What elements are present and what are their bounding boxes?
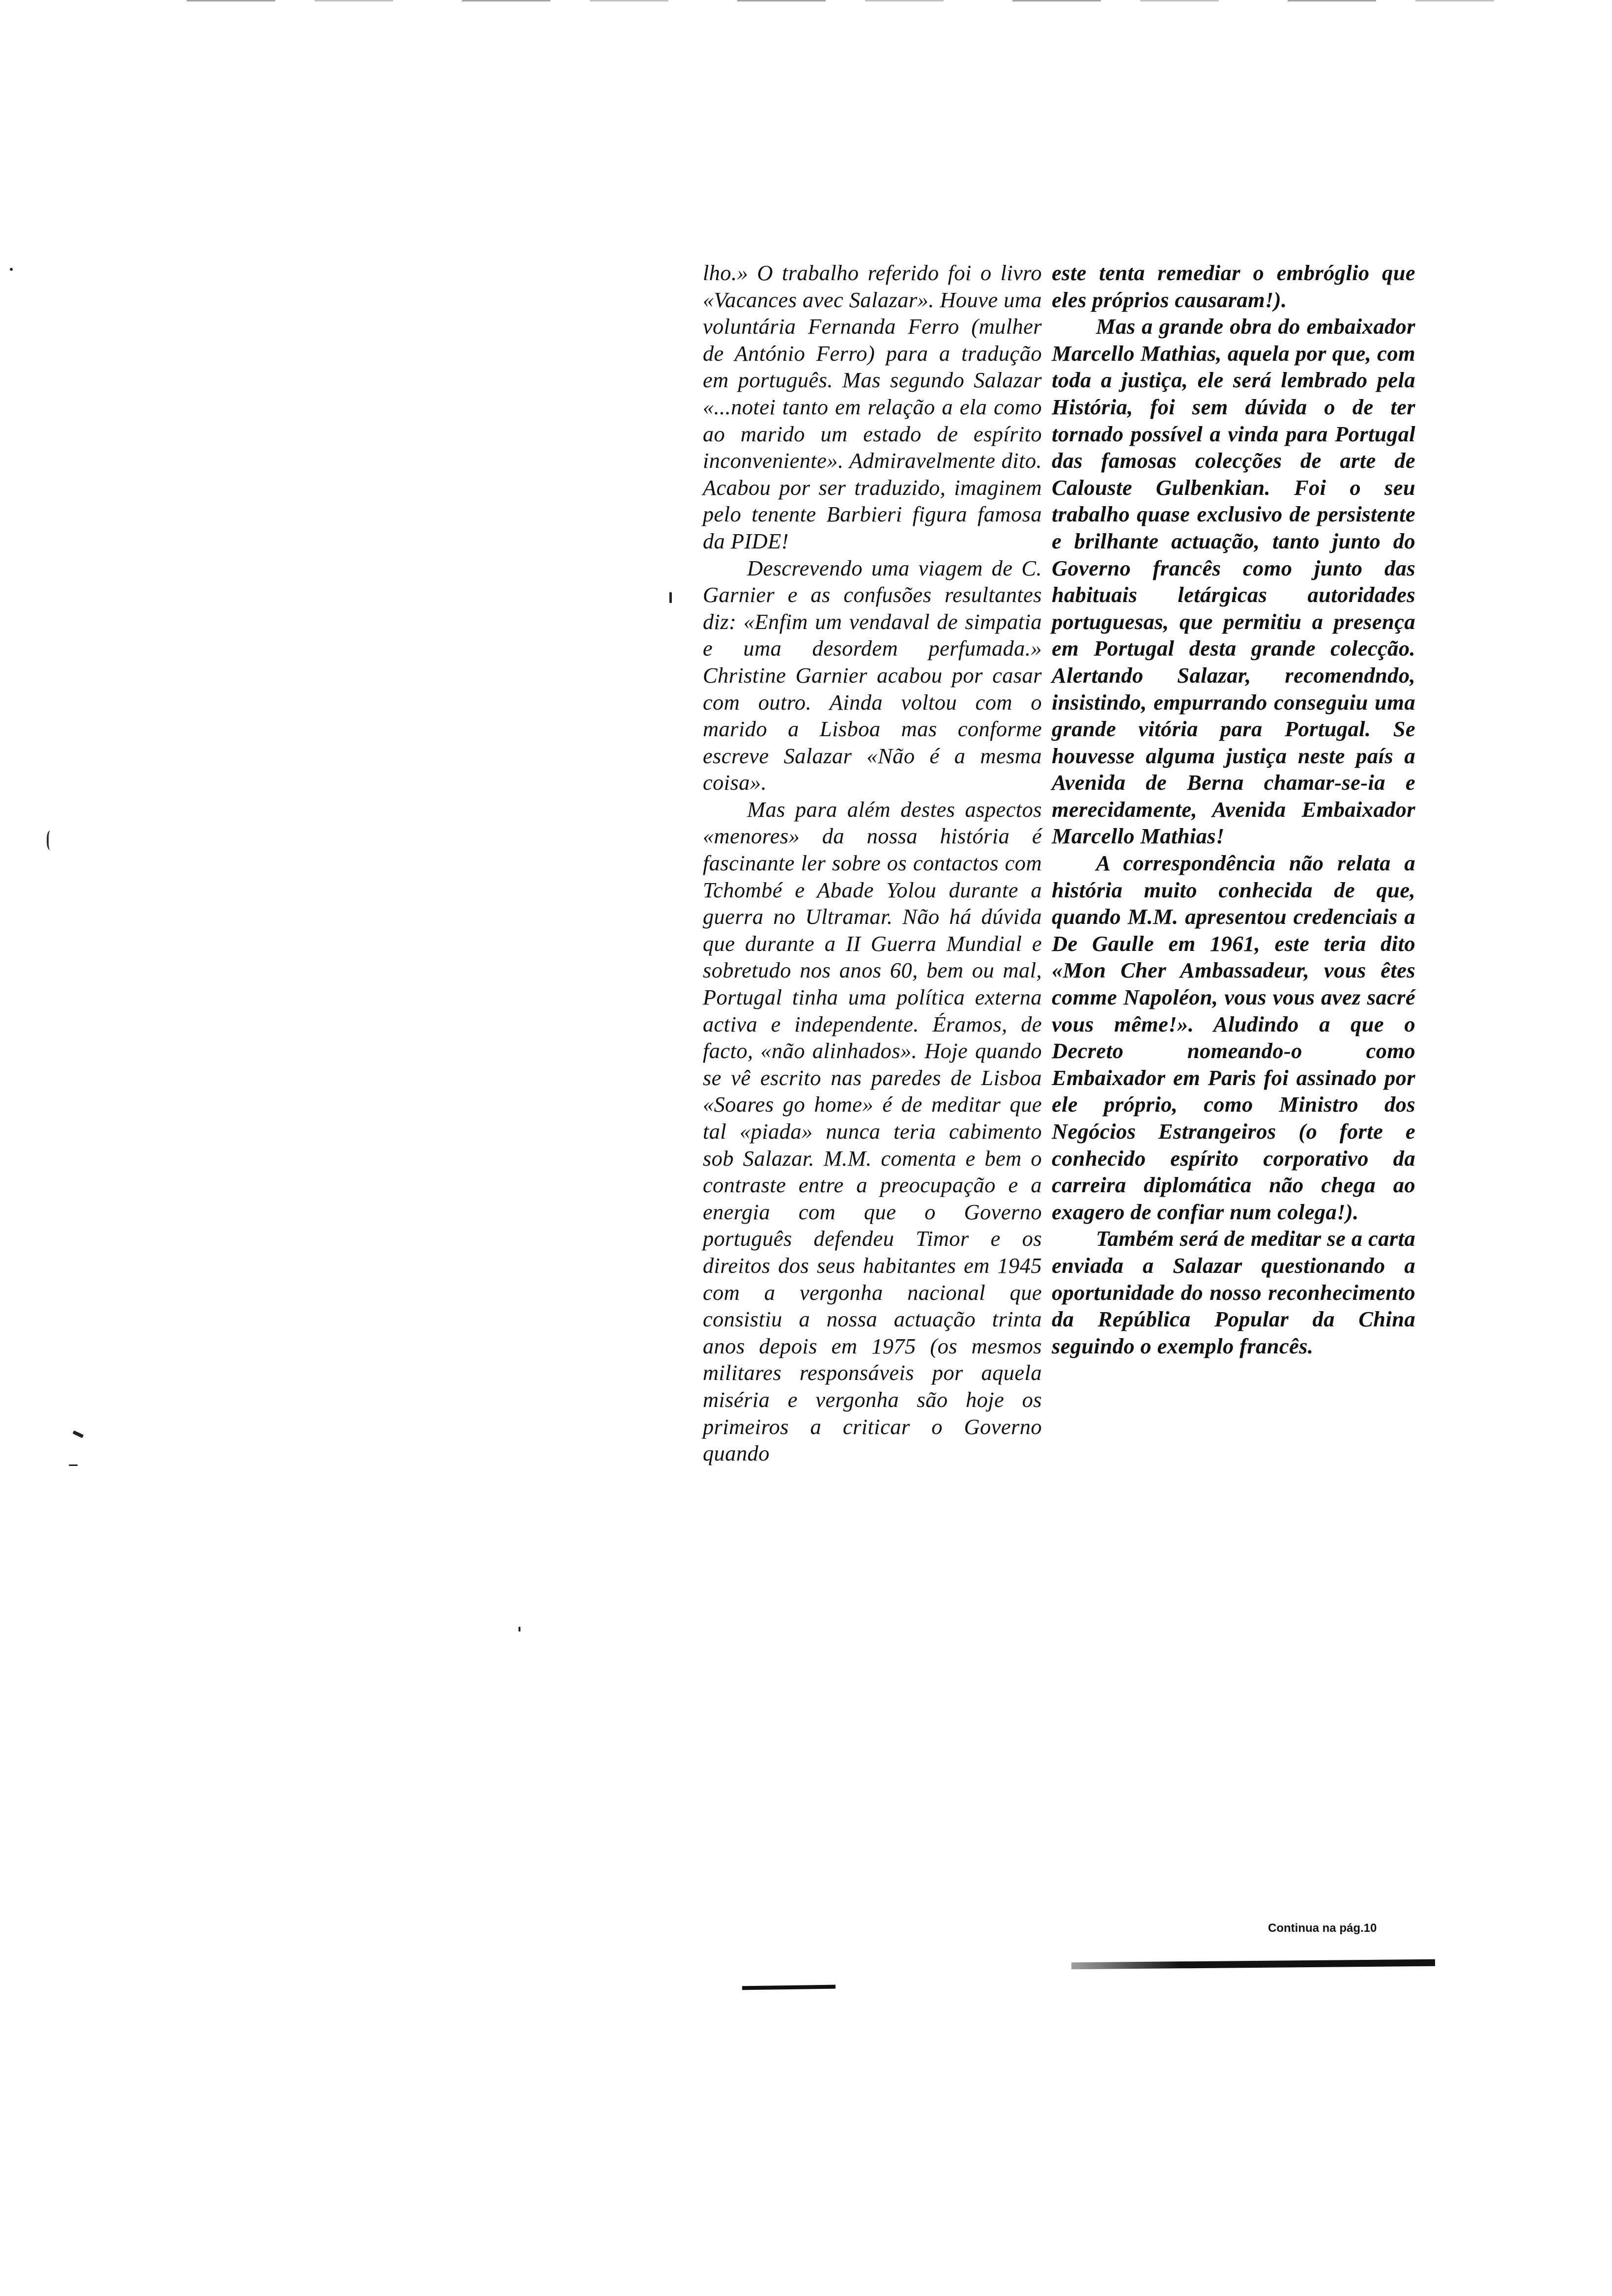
column-end-rule	[1071, 1959, 1435, 1969]
scan-speck	[518, 1627, 520, 1632]
scan-speck	[10, 268, 13, 271]
column-end-rule	[742, 1985, 835, 1990]
paragraph: Também será de meditar se a carta enviada a Salazar questionando a oportunidade do nosso reconhecimento da República Popular da China seguindo o exemplo francês.	[1052, 1226, 1415, 1358]
scan-speck	[69, 1464, 78, 1466]
article-left-column	[703, 259, 1042, 1467]
scan-speck	[73, 1431, 84, 1438]
continuation-note: Continua na pág.10	[1268, 1922, 1377, 1935]
paragraph: este tenta remediar o embróglio que eles próprios causaram!).	[1052, 260, 1415, 312]
scan-edge-line	[187, 0, 1543, 1]
paragraph: Mas para além destes aspectos «menores» da nossa história é fascinante ler sobre os contactos com Tchombé e Abade Yolou durante a guerra no Ultramar. Não há dúvida que durante a II Guerra Mundial e sobretudo nos anos 60, bem ou mal, Portugal tinha uma política externa activa e independente. Éramos, de facto, «não alinhados». Hoje quando se vê escrito nas paredes de Lisboa «Soares go home» é de meditar que tal «piada» nunca teria cabimento sob Salazar. M.M. comenta e bem o contraste entre a preocupação e a energia com que o Governo português defendeu Timor e os direitos dos seus habitantes em 1945 com a vergonha nacional que consistiu a nossa actuação trinta anos depois em 1975 (os mesmos militares responsáveis por aquela miséria e vergonha são hoje os primeiros a criticar o Governo quando	[703, 797, 1042, 1466]
paragraph: Descrevendo uma viagem de C. Garnier e as confusões resultantes diz: «Enfim um vendaval de simpatia e uma desordem perfumada.» Christine Garnier acabou por casar com outro. Ainda voltou com o marido a Lisboa mas conforme escreve Salazar «Não é a mesma coisa».	[703, 555, 1042, 795]
article-right-column	[1052, 259, 1415, 1359]
scan-speck	[47, 831, 56, 850]
scan-speck	[669, 592, 672, 603]
paragraph: Mas a grande obra do embaixador Marcello Mathias, aquela por que, com toda a justiça, ele será lembrado pela História, foi sem dúvida o de ter tornado possível a vinda para Portugal das famosas colecções de arte de Calouste Gulbenkian. Foi o seu trabalho quase exclusivo de persistente e brilhante actuação, tanto junto do Governo francês como junto das habituais letárgicas autoridades portuguesas, que permitiu a presença em Portugal desta grande colecção. Alertando Salazar, recomendndo, insistindo, empurrando conseguiu uma grande vitória para Portugal. Se houvesse alguma justiça neste país a Avenida de Berna chamar-se-ia e merecidamente, Avenida Embaixador Marcello Mathias!	[1052, 314, 1415, 849]
paragraph: lho.» O trabalho referido foi o livro «Vacances avec Salazar». Houve uma voluntária Fernanda Ferro (mulher de António Ferro) para a tradução em português. Mas segundo Salazar «...notei tanto em relação a ela como ao marido um estado de espírito inconveniente». Admiravelmente dito. Acabou por ser traduzido, imaginem pelo tenente Barbieri figura famosa da PIDE!	[703, 260, 1042, 553]
paragraph: A correspondência não relata a história muito conhecida de que, quando M.M. apresentou credenciais a De Gaulle em 1961, este teria dito «Mon Cher Ambassadeur, vous êtes comme Napoléon, vous vous avez sacré vous même!». Aludindo a que o Decreto nomeando-o como Embaixador em Paris foi assinado por ele próprio, como Ministro dos Negócios Estrangeiros (o forte e conhecido espírito corporativo da carreira diplomática não chega ao exagero de confiar num colega!).	[1052, 851, 1415, 1224]
